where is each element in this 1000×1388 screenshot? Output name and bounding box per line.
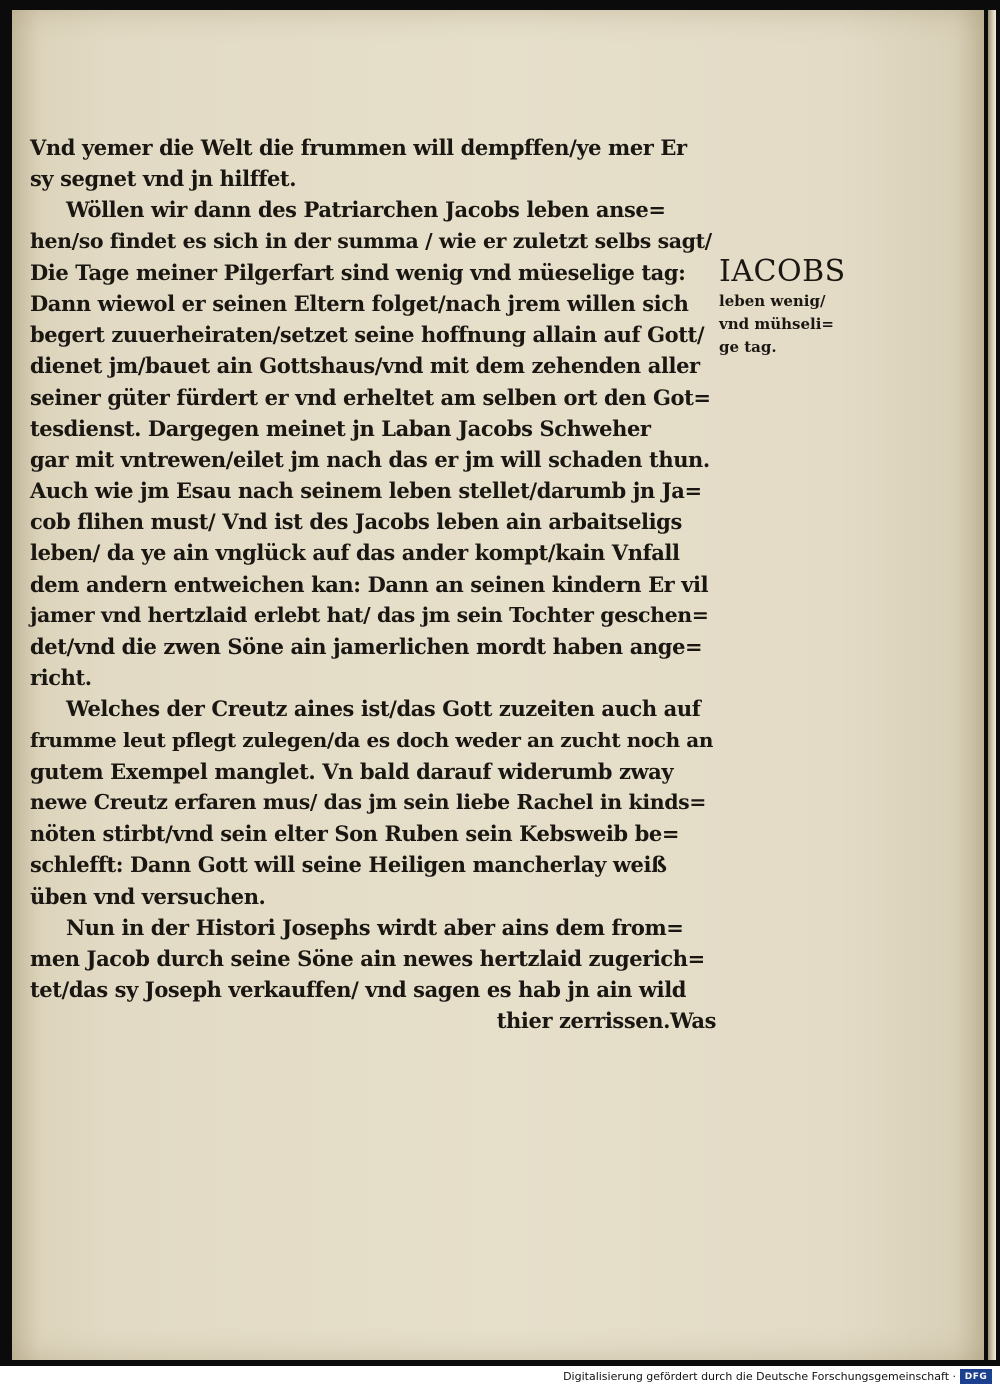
- margin-note-title: IACOBS: [719, 254, 846, 289]
- text-line: tesdienst. Dargegen meinet jn Laban Jacobs Schweher: [30, 415, 651, 441]
- text-line: dem andern entweichen kan: Dann an seinen kindern Er vil: [30, 571, 709, 597]
- margin-note-line: ge tag.: [719, 338, 777, 356]
- book-page: [12, 10, 984, 1360]
- text-line-final: [30, 1005, 720, 1036]
- text-line: frumme leut pflegt zulegen/da es doch weder an zucht noch an: [30, 727, 713, 752]
- text-line: nöten stirbt/vnd sein elter Son Ruben sein Kebsweib be=: [30, 821, 680, 847]
- funding-credit: Digitalisierung gefördert durch die Deutsche Forschungsgemeinschaft ·: [563, 1370, 956, 1383]
- catchword: Was: [670, 1008, 716, 1034]
- footer-bar: [0, 1366, 1000, 1388]
- text-line: seiner güter fürdert er vnd erheltet am selben ort den Got=: [30, 384, 711, 410]
- text-line: Dann wiewol er seinen Eltern folget/nach jrem willen sich: [30, 290, 689, 316]
- text-line: cob flihen must/ Vnd ist des Jacobs leben ain arbaitseligs: [30, 509, 682, 535]
- margin-note: [719, 254, 869, 359]
- text-line: gutem Exempel manglet. Vn bald darauf widerumb zway: [30, 758, 674, 784]
- text-line: Wöllen wir dann des Patriarchen Jacobs leben anse=: [66, 197, 666, 223]
- text-line: men Jacob durch seine Söne ain newes hertzlaid zugerich=: [30, 945, 705, 971]
- text-line: Welches der Creutz aines ist/das Gott zuzeiten auch auf: [66, 696, 701, 722]
- text-line: Vnd yemer die Welt die frummen will dempffen/ye mer Er: [30, 135, 687, 160]
- page-edge: [988, 10, 996, 1360]
- text-line: schlefft: Dann Gott will seine Heiligen mancherlay weiß: [30, 852, 667, 878]
- text-line: begert zuuerheiraten/setzet seine hoffnung allain auf Gott/: [30, 322, 705, 348]
- text-line: tet/das sy Joseph verkauffen/ vnd sagen es hab jn ain wild: [30, 977, 687, 1003]
- dfg-logo-icon: DFG: [960, 1369, 992, 1384]
- margin-note-line: leben wenig/: [719, 292, 826, 310]
- text-line: dienet jm/bauet ain Gottshaus/vnd mit dem zehenden aller: [30, 353, 700, 379]
- text-line: det/vnd die zwen Söne ain jamerlichen mordt haben ange=: [30, 634, 703, 659]
- text-line: richt.: [30, 665, 92, 691]
- text-line: leben/ da ye ain vnglück auf das ander kompt/kain Vnfall: [30, 540, 680, 566]
- margin-note-line: vnd mühseli=: [719, 315, 834, 333]
- text-line: Auch wie jm Esau nach seinem leben stellet/darumb jn Ja=: [30, 478, 702, 504]
- text-line: thier zerrissen.: [496, 1008, 670, 1034]
- text-line: jamer vnd hertzlaid erlebt hat/ das jm sein Tochter geschen=: [30, 602, 709, 627]
- text-line: hen/so findet es sich in der summa / wie er zuletzt selbs sagt/: [30, 228, 712, 253]
- text-line: Die Tage meiner Pilgerfart sind wenig vnd müeselige tag:: [30, 259, 686, 285]
- text-line: sy segnet vnd jn hilffet.: [30, 166, 297, 192]
- body-text: [30, 132, 720, 1036]
- text-line: Nun in der Histori Josephs wirdt aber ains dem from=: [66, 914, 684, 940]
- text-line: gar mit vntrewen/eilet jm nach das er jm will schaden thun.: [30, 446, 710, 472]
- text-line: newe Creutz erfaren mus/ das jm sein liebe Rachel in kinds=: [30, 789, 707, 814]
- text-line: üben vnd versuchen.: [30, 883, 266, 909]
